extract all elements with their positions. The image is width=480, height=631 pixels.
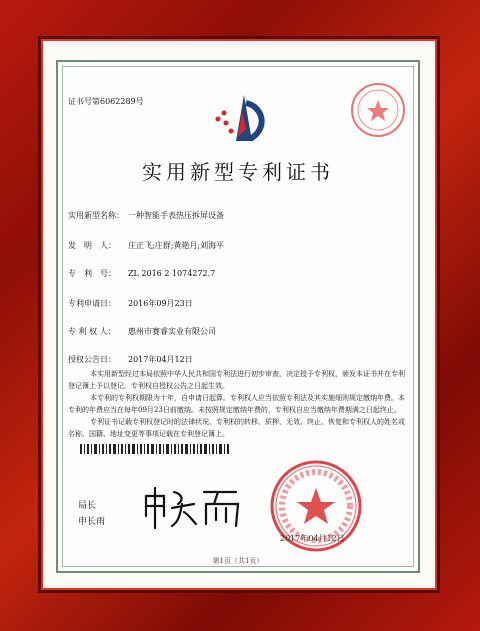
- field-value: 一种智能手表热压拆屏设备: [128, 211, 224, 220]
- field-value: 2017年04月12日: [128, 355, 193, 364]
- patent-office-emblem-icon: [206, 89, 276, 147]
- director-name: 申长雨: [78, 517, 106, 527]
- handwritten-signature: [138, 482, 248, 532]
- certificate-number: 证书号第6062289号: [68, 97, 144, 106]
- field-patent-number: [68, 268, 215, 279]
- small-red-seal-icon: [348, 80, 408, 140]
- barcode-icon: [80, 444, 230, 454]
- certificate-title: 实用新型专利证书: [142, 160, 334, 184]
- body-paragraph: 本专利的专利权期限为十年，自申请日起算。专利权人应当依照专利法及其实施细则规定缴纳年费。本专利的年费应当在每年09月23日前缴纳。未按照规定缴纳年费的，专利权自应当缴纳年费期满之日起终止。: [68, 394, 405, 414]
- field-grant-date: [68, 354, 193, 365]
- field-value: 2016年09月23日: [128, 299, 193, 308]
- field-label: 发 明 人：: [68, 241, 116, 250]
- director-title: 局长: [78, 501, 97, 511]
- field-label: 实用新型名称：: [68, 211, 124, 220]
- field-application-date: [68, 298, 193, 309]
- field-inventors: [68, 240, 224, 251]
- field-value: ZL 2016 2 1074272.7: [128, 269, 216, 278]
- field-patentee: [68, 326, 216, 337]
- field-utility-name: [68, 210, 224, 221]
- field-value: 庄正飞;庄群;黄艳月;刘海平: [128, 241, 225, 250]
- field-label: 专利申请日：: [68, 299, 116, 308]
- issue-date: 2017年04月12日: [280, 534, 345, 543]
- body-paragraph: 专利证书记载专利权登记时的法律状况。专利权的转移、质押、无效、终止、恢复和专利权人的姓名或名称、国籍、地址变更等事项记载在专利登记簿上。: [68, 418, 405, 438]
- field-label: 授权公告日：: [68, 355, 116, 364]
- field-label: 专 利 号：: [68, 269, 116, 278]
- field-value: 惠州市赛睿实业有限公司: [128, 327, 216, 336]
- certificate: [56, 60, 420, 573]
- body-paragraph: 本实用新型经过本局依照中华人民共和国专利法进行初步审查，决定授予专利权，颁发本证书并在专利登记簿上予以登记。专利权自授权公告之日起生效。: [68, 370, 405, 390]
- field-label: 专 利 权 人：: [68, 327, 116, 336]
- page-number: 第1页（共1页）: [212, 557, 264, 565]
